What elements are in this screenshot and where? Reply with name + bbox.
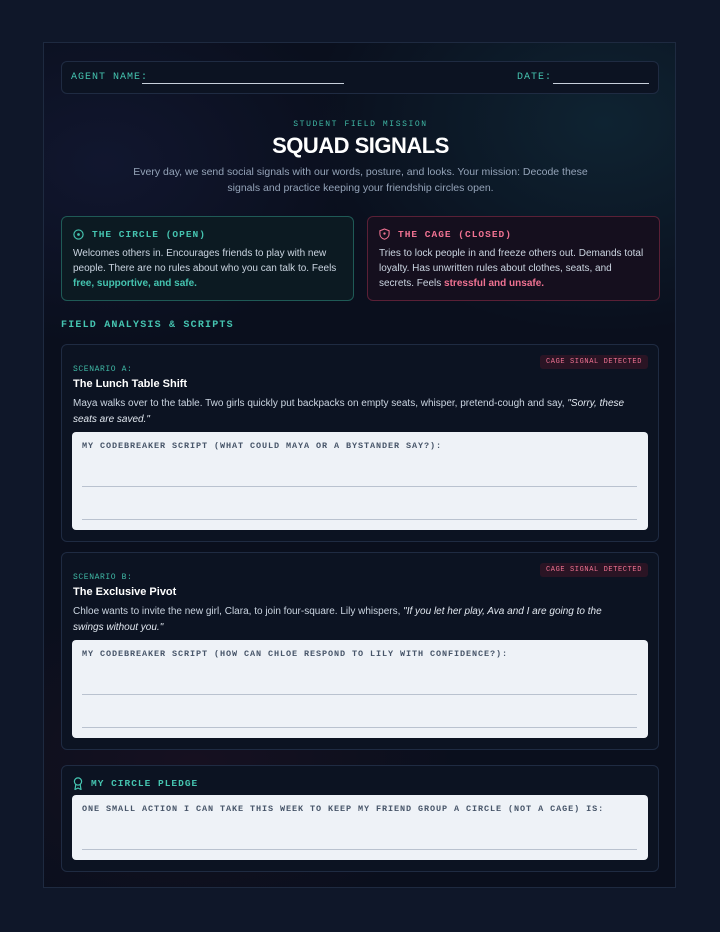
worksheet	[43, 42, 676, 888]
agent-info-bar	[61, 61, 659, 94]
date-field[interactable]	[553, 83, 649, 84]
scenario-title: The Lunch Table Shift	[73, 378, 188, 390]
scenario-text: Maya walks over to the table. Two girls quickly put backpacks on empty seats, whisper, pretend-cough and say,	[73, 398, 565, 409]
writing-line	[82, 727, 637, 728]
intro-text: Every day, we send social signals with our words, posture, and looks. Your mission: Decode these signals and practice keeping your friendship circles open.	[133, 166, 588, 194]
cage-definition-card	[367, 216, 660, 301]
cage-description: Tries to lock people in and freeze others out. Demands total loyalty. Has unwritten rules about clothes, seats, and secrets. Feels	[379, 248, 644, 289]
pledge-answer-box[interactable]	[72, 795, 648, 860]
agent-name-field[interactable]	[142, 83, 344, 84]
scenario-title: The Exclusive Pivot	[73, 586, 177, 598]
target-circle-icon	[73, 229, 84, 240]
circle-definition-card	[61, 216, 354, 301]
writing-line	[82, 519, 637, 520]
scenario-text: Chloe wants to invite the new girl, Clara, to join four-square. Lily whispers,	[73, 606, 401, 617]
award-ribbon-icon	[73, 777, 83, 790]
section-title: FIELD ANALYSIS & SCRIPTS	[61, 320, 234, 331]
script-prompt: MY CODEBREAKER SCRIPT (WHAT COULD MAYA OR A BYSTANDER SAY?):	[82, 441, 443, 451]
writing-line	[82, 694, 637, 695]
pledge-prompt: ONE SMALL ACTION I CAN TAKE THIS WEEK TO KEEP MY FRIEND GROUP A CIRCLE (NOT A CAGE) IS:	[82, 804, 605, 814]
page-title: SQUAD SIGNALS	[272, 133, 449, 158]
shield-icon	[379, 228, 390, 240]
writing-line	[82, 486, 637, 487]
scenario-label: SCENARIO A:	[73, 365, 133, 374]
script-answer-box[interactable]	[72, 432, 648, 530]
circle-highlight: free, supportive, and safe.	[73, 278, 197, 289]
cage-signal-badge: CAGE SIGNAL DETECTED	[540, 355, 648, 369]
scenario-quote: "Sorry, these seats are saved."	[73, 398, 625, 425]
circle-description: Welcomes others in. Encourages friends to play with new people. There are no rules about who you can talk to. Feels	[73, 248, 337, 274]
cage-highlight: stressful and unsafe.	[444, 278, 545, 289]
script-answer-box[interactable]	[72, 640, 648, 738]
writing-line	[82, 849, 637, 850]
agent-name-label: AGENT NAME:	[71, 72, 149, 83]
cage-title: THE CAGE (CLOSED)	[398, 228, 512, 240]
mission-kicker: STUDENT FIELD MISSION	[293, 120, 428, 129]
scenario-b-card	[61, 552, 659, 750]
pledge-card	[61, 765, 659, 872]
scenario-label: SCENARIO B:	[73, 573, 133, 582]
scenario-a-card	[61, 344, 659, 542]
cage-signal-badge: CAGE SIGNAL DETECTED	[540, 563, 648, 577]
script-prompt: MY CODEBREAKER SCRIPT (HOW CAN CHLOE RESPOND TO LILY WITH CONFIDENCE?):	[82, 649, 509, 659]
scenario-quote: "If you let her play, Ava and I are going to the swings without you."	[73, 606, 602, 633]
pledge-title: MY CIRCLE PLEDGE	[91, 777, 199, 789]
circle-title: THE CIRCLE (OPEN)	[92, 228, 206, 240]
date-label: DATE:	[517, 72, 553, 83]
